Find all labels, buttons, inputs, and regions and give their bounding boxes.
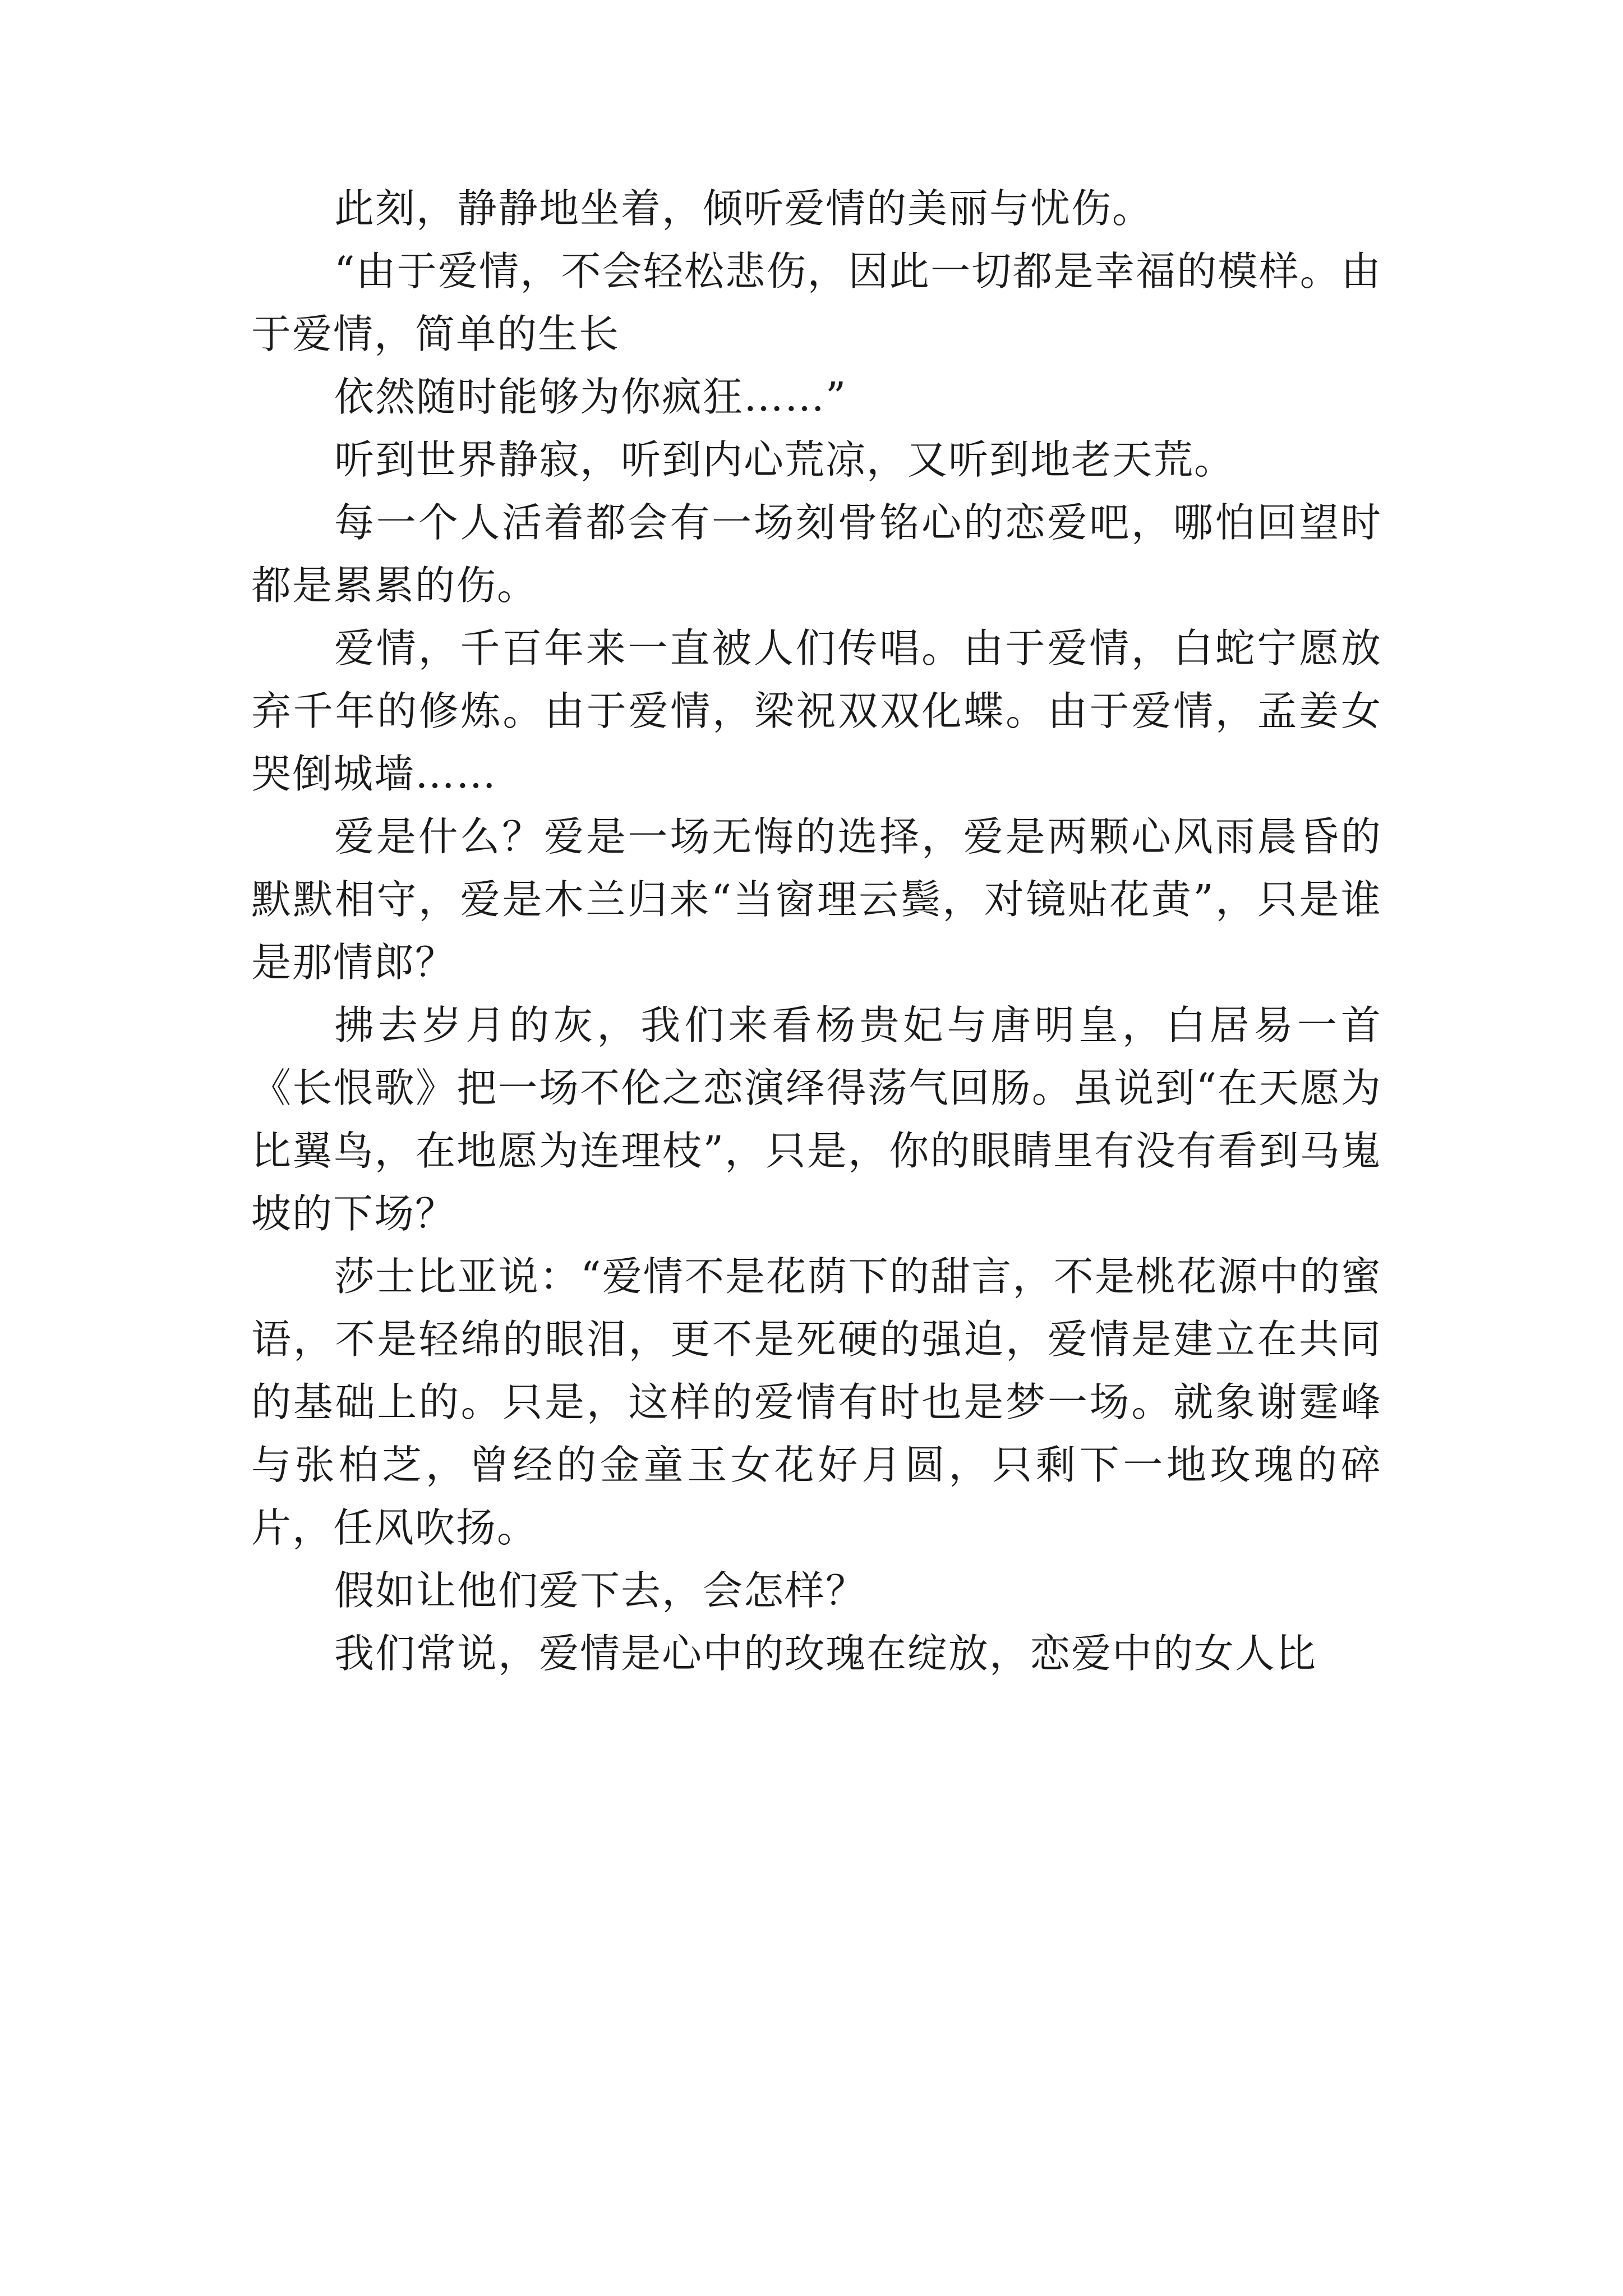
paragraph: “由于爱情，不会轻松悲伤，因此一切都是幸福的模样。由于爱情，简单的生长 <box>251 248 1382 357</box>
paragraph: 每一个人活着都会有一场刻骨铭心的恋爱吧，哪怕回望时都是累累的伤。 <box>251 499 1382 609</box>
paragraph: 爱是什么？爱是一场无悔的选择，爱是两颗心风雨晨昏的默默相守，爱是木兰归来“当窗理云鬓，对镜贴花黄”，只是谁是那情郎？ <box>251 813 1382 986</box>
paragraph: 此刻，静静地坐着，倾听爱情的美丽与忧伤。 <box>334 185 1154 232</box>
document-body <box>251 177 1382 1685</box>
paragraph: 假如让他们爱下去，会怎样？ <box>334 1567 867 1614</box>
paragraph: 莎士比亚说：“爱情不是花荫下的甜言，不是桃花源中的蜜语，不是轻绵的眼泪，更不是死硬的强迫，爱情是建立在共同的基础上的。只是，这样的爱情有时也是梦一场。就象谢霆峰与张柏芝，曾经的金童玉女花好月圆，只剩下一地玫瑰的碎片，任风吹扬。 <box>251 1253 1382 1551</box>
paragraph: 听到世界静寂，听到内心荒凉，又听到地老天荒。 <box>334 436 1235 483</box>
paragraph: 爱情，千百年来一直被人们传唱。由于爱情，白蛇宁愿放弃千年的修炼。由于爱情，梁祝双双化蝶。由于爱情，孟姜女哭倒城墙…… <box>251 625 1382 797</box>
paragraph: 依然随时能够为你疯狂……” <box>334 374 847 420</box>
paragraph: 我们常说，爱情是心中的玫瑰在绽放，恋爱中的女人比 <box>334 1630 1317 1677</box>
paragraph: 拂去岁月的灰，我们来看杨贵妃与唐明皇，白居易一首《长恨歌》把一场不伦之恋演绎得荡气回肠。虽说到“在天愿为比翼鸟，在地愿为连理枝”，只是，你的眼睛里有没有看到马嵬坡的下场？ <box>251 1002 1382 1237</box>
